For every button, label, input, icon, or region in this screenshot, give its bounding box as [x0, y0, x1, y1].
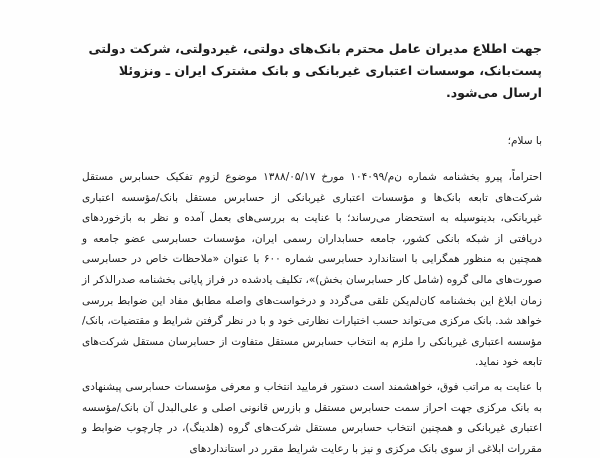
paragraph-2: با عنایت به مراتب فوق، خواهشمند است دستور فرمایید انتخاب و معرفی مؤسسات حسابرسی پیشنهادی به بانک مرکزی جهت احراز سمت حسابرس مستقل و بازرس قانونی اصلی و علی‌البدل آن بانک/مؤسسه اعتباری غیربانکی و همچنین انتخاب حسابرس مستقل شرکت‌های گروه (هلدینگ)، در چارچوب ضوابط و مقررات ابلاغی از سوی بانک مرکزی و نیز با رعایت شرایط مقرر در استانداردهای — [82, 380, 542, 455]
greeting: با سلام؛ — [507, 135, 542, 147]
paragraph-1: احتراماً، پیرو بخشنامه شماره ن‌م/۱۰۴۰۹۹ مورخ ۱۳۸۸/۰۵/۱۷ موضوع لزوم تفکیک حسابرس مستقل شرکت‌های تابعه بانک‌ها و مؤسسات اعتباری غیربانکی از حسابرس مستقل بانک/مؤسسه اعتباری غیربانکی، بدینوسیله به استحضار می‌رساند؛ با عنایت به بررسی‌های بعمل آمده و نظر به بازخوردهای دریافتی از شبکه بانکی کشور، جامعه حسابداران رسمی ایران، مؤسسات حسابرسی عضو جامعه و همچنین به منظور همگرایی با استاندارد حسابرسی شماره ۶۰۰ با عنوان «ملاحظات خاص در حسابرسی صورت‌های مالی گروه (شامل کار حسابرسان بخش)»، تکلیف یادشده در فراز پایانی بخشنامه صدرالذکر از زمان ابلاغ این بخشنامه کان‌لم‌یکن تلقی می‌گردد و درخواست‌های واصله مطابق مفاد این ضوابط بررسی خواهد شد. بانک مرکزی می‌تواند حسب اختیارات نظارتی خود و با در نظر گرفتن شرایط و مقتضیات، بانک/مؤسسه اعتباری غیربانکی را ملزم به انتخاب حسابرس مستقل متفاوت از حسابرسان مستقل شرکت‌های تابعه خود نماید. — [82, 171, 542, 369]
letter-body — [82, 38, 542, 458]
addressee-line: جهت اطلاع مدیران عامل محترم بانک‌های دولتی، غیردولتی، شرکت دولتی پست‌بانک، موسسات اعتباری غیربانکی و بانک مشترک ایران ـ ونزوئلا ارسال می‌شود. — [88, 41, 542, 100]
